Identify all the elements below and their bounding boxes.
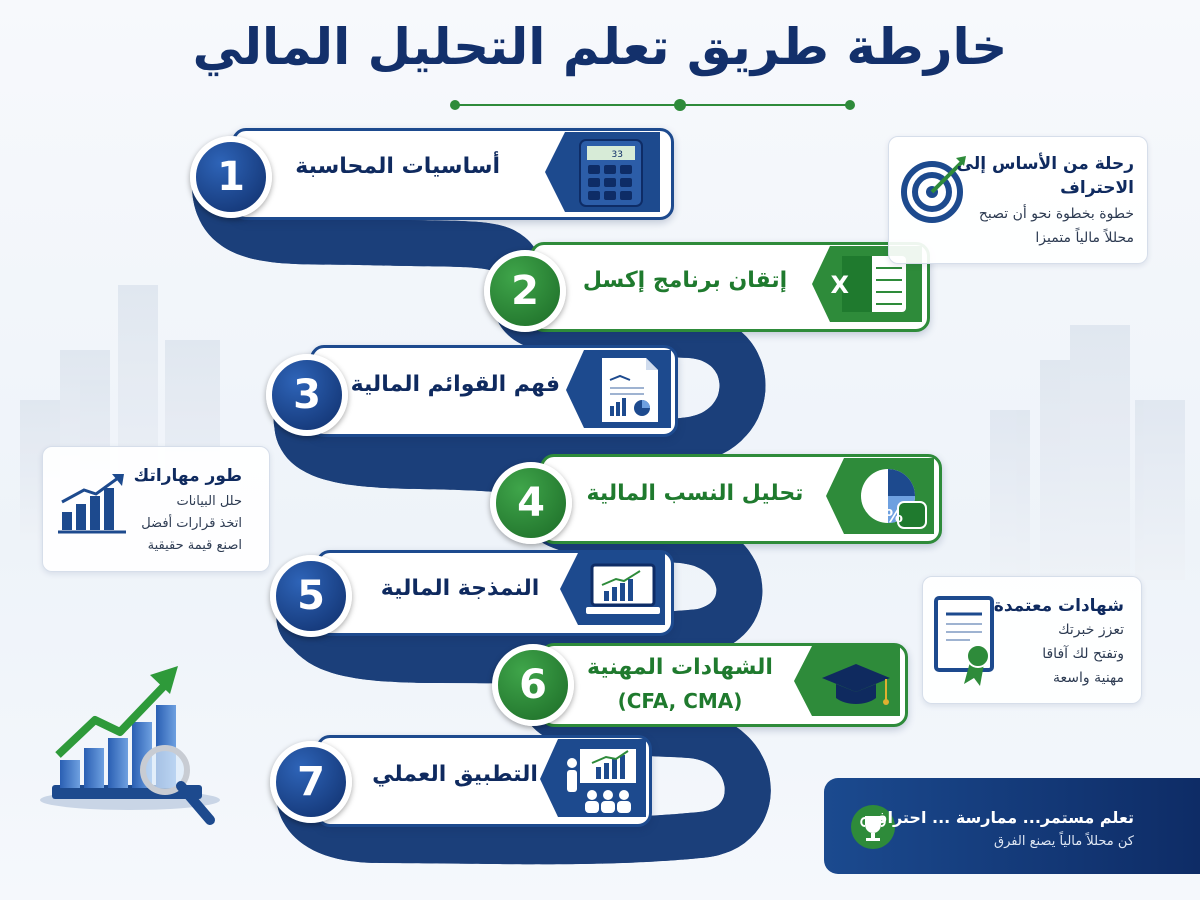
laptop-chart-icon [560,553,670,629]
journey-title-2: الاحتراف [1060,178,1134,198]
calculator-icon [545,132,675,218]
step-number-3: 3 [266,354,348,436]
step-number-4: 4 [490,462,572,544]
step-label-1: أساسيات المحاسبة [295,154,500,179]
journey-title-1: رحلة من الأساس إلى [956,154,1134,174]
svg-text:X: X [830,271,849,299]
presentation-icon [540,739,650,821]
journey-desc-1: خطوة بخطوة نحو أن تصبح [978,206,1134,222]
certs-line-3: مهنية واسعة [1053,670,1124,686]
certs-title: شهادات معتمدة [993,596,1124,616]
pie-chart-percent-icon [826,458,936,538]
banner-title: تعلم مستمر... ممارسة ... احتراف [868,808,1134,827]
step-label-6-sub: (CFA, CMA) [617,689,743,713]
step-number-6: 6 [492,644,574,726]
svg-text:33: 33 [611,150,623,160]
journey-desc-2: محللاً مالياً متميزا [1035,230,1134,246]
skyline-right [990,325,1185,580]
title-divider [450,99,855,111]
graduation-cap-icon [794,646,904,720]
financial-report-icon [566,350,676,432]
skills-line-3: اصنع قيمة حقيقية [147,538,242,553]
svg-text:%: % [884,506,903,527]
step-number-1: 1 [190,136,272,218]
step-number-5: 5 [270,555,352,637]
certificate-icon [934,596,1000,688]
certs-line-1: تعزز خبرتك [1058,622,1124,638]
skills-title: طور مهاراتك [133,466,242,486]
step-label-3: فهم القوائم المالية [350,372,560,397]
step-label-2: إتقان برنامج إكسل [582,268,788,293]
step-label-5: النمذجة المالية [380,576,540,601]
page-title: خارطة طريق تعلم التحليل المالي [192,18,1008,76]
growth-chart-illustration [40,666,220,820]
banner-subtitle: كن محللاً مالياً يصنع الفرق [994,834,1134,849]
skills-line-2: اتخذ قرارات أفضل [141,516,242,531]
step-label-4: تحليل النسب المالية [586,481,804,506]
step-number-7: 7 [270,741,352,823]
skills-line-1: حلل البيانات [176,494,242,509]
step-number-2: 2 [484,250,566,332]
growth-bars-icon [56,472,132,538]
certs-line-2: وتفتح لك آفاقا [1042,646,1124,662]
step-label-6: الشهادات المهنية [587,655,773,680]
step-label-7: التطبيق العملي [372,762,538,787]
